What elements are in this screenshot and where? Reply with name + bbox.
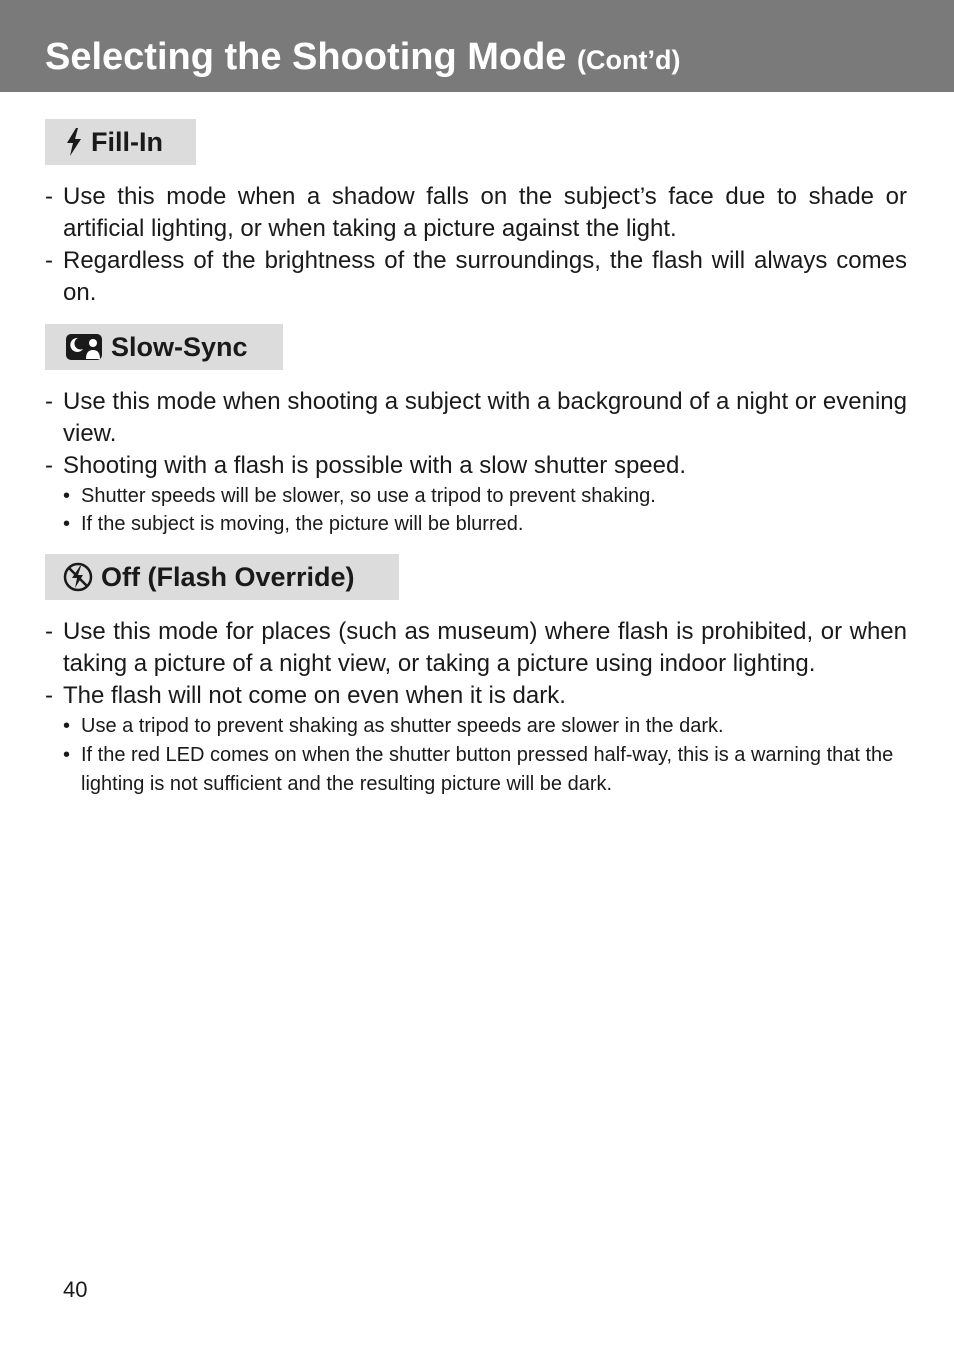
section-label-text: Off (Flash Override): [101, 561, 355, 592]
list-item-text: Regardless of the brightness of the surroundings, the flash will always comes on.: [63, 247, 907, 306]
bullet-marker: •: [63, 715, 71, 737]
slow-sync-icon: [65, 333, 103, 361]
dash-marker: -: [45, 452, 53, 479]
bullet-text: If the red LED comes on when the shutter button pressed half-way, this is a warning that the lighting is not sufficient and the resulting picture will be dark.: [81, 744, 894, 795]
bullet-item: [63, 482, 908, 511]
list-item-text: Use this mode when shooting a subject with a background of a night or evening view.: [63, 388, 907, 447]
flash-off-icon: [63, 562, 93, 592]
section-label-text: Fill-In: [91, 126, 163, 157]
list-item: [45, 616, 907, 680]
section-label-text: Slow-Sync: [111, 331, 248, 362]
page-header: [0, 0, 954, 92]
dash-marker: -: [45, 682, 53, 709]
section-label-slow-sync: [45, 324, 283, 370]
bullet-text: If the subject is moving, the picture will be blurred.: [81, 513, 524, 535]
bullet-item: [63, 712, 908, 741]
dash-marker: -: [45, 618, 53, 645]
page-title-subtitle: (Cont’d): [577, 45, 681, 75]
dash-marker: -: [45, 183, 53, 210]
list-item: [45, 181, 907, 245]
dash-marker: -: [45, 247, 53, 274]
bullet-marker: •: [63, 744, 71, 766]
list-item-text: Use this mode when a shadow falls on the subject’s face due to shade or artificial lighting, or when taking a picture against the light.: [63, 183, 907, 242]
bullet-item: [63, 510, 908, 539]
section-label-flash-off: [45, 554, 399, 600]
bullet-marker: •: [63, 513, 71, 535]
page-title: [45, 36, 680, 81]
section-label-fill-in: [45, 119, 196, 165]
bullet-marker: •: [63, 485, 71, 507]
list-item-text: Use this mode for places (such as museum) where flash is prohibited, or when taking a picture of a night view, or taking a picture using indoor lighting.: [63, 618, 907, 677]
list-item-text: Shooting with a flash is possible with a slow shutter speed.: [63, 452, 687, 479]
bullet-item: [63, 741, 908, 799]
bullet-text: Shutter speeds will be slower, so use a tripod to prevent shaking.: [81, 485, 656, 507]
list-item: [45, 245, 907, 309]
list-item: [45, 680, 907, 712]
list-item: [45, 450, 907, 482]
list-item: [45, 386, 907, 450]
dash-marker: -: [45, 388, 53, 415]
page-title-text: Selecting the Shooting Mode: [45, 36, 567, 78]
bullet-text: Use a tripod to prevent shaking as shutter speeds are slower in the dark.: [81, 715, 724, 737]
list-item-text: The flash will not come on even when it is dark.: [63, 682, 566, 709]
flash-icon: [65, 128, 83, 156]
page-number: 40: [63, 1277, 88, 1302]
